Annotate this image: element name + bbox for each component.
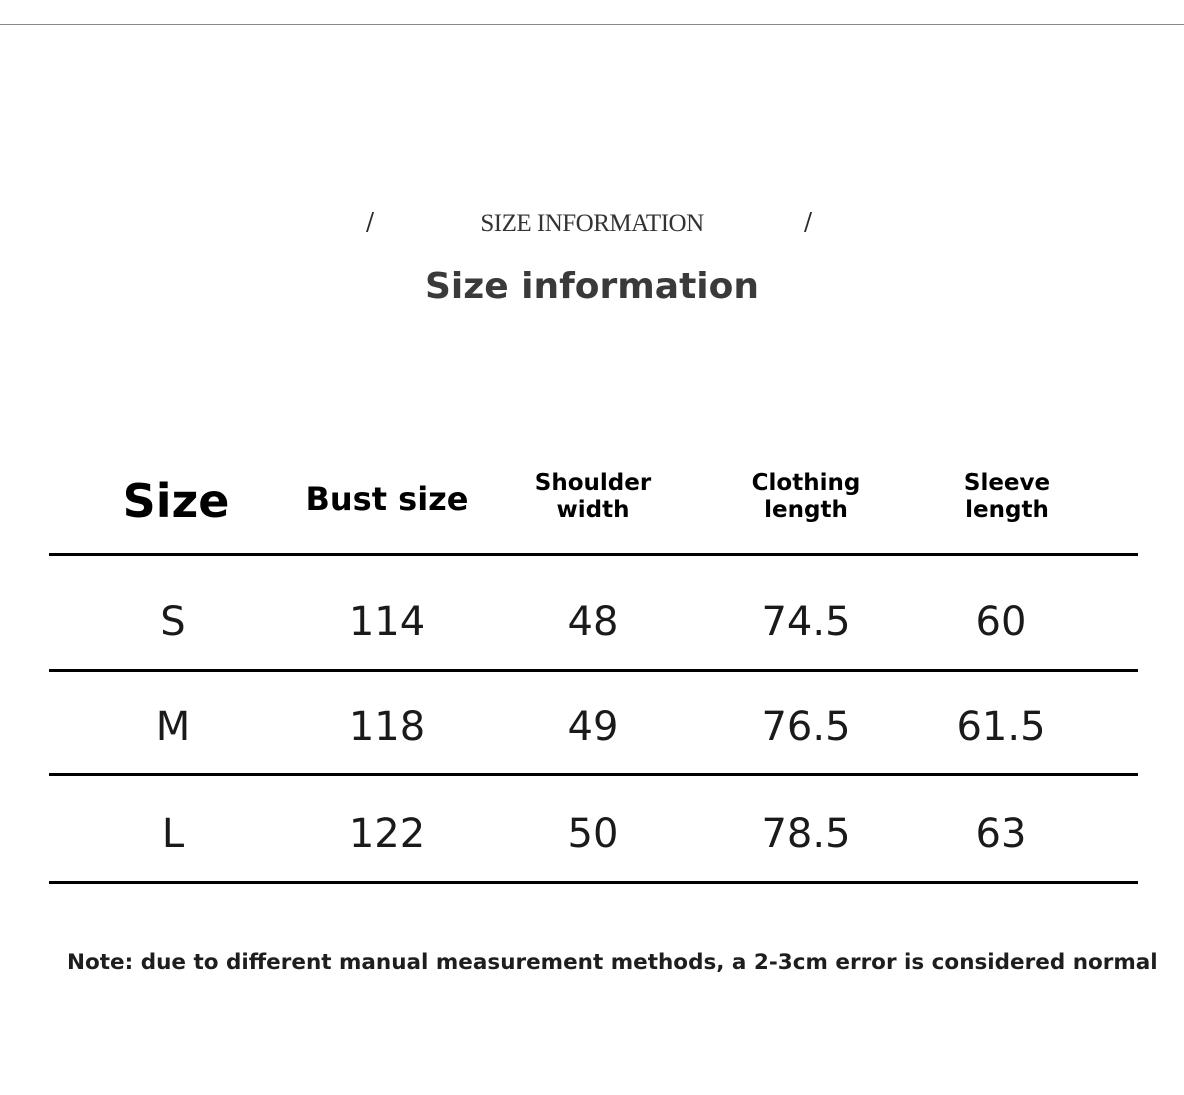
cell-sleeve-m: 61.5 bbox=[956, 704, 1046, 750]
cell-bust-m: 118 bbox=[348, 704, 426, 750]
banner-slash-left: / bbox=[366, 208, 375, 236]
header-bust-size: Bust size bbox=[305, 480, 469, 518]
cell-sleeve-l: 63 bbox=[975, 811, 1027, 857]
header-shoulder-width-line1: Shoulder bbox=[534, 470, 652, 496]
table-rule bbox=[49, 553, 1138, 556]
measurement-note: Note: due to different manual measurement methods, a 2-3cm error is considered normal bbox=[67, 950, 1158, 975]
cell-sleeve-s: 60 bbox=[975, 599, 1027, 645]
cell-size-m: M bbox=[155, 704, 191, 750]
banner bbox=[0, 208, 1184, 242]
cell-shoulder-l: 50 bbox=[567, 811, 619, 857]
header-shoulder-width bbox=[535, 470, 651, 524]
header-clothing-length bbox=[752, 470, 861, 524]
cell-clothing-s: 74.5 bbox=[761, 599, 851, 645]
header-clothing-length-line2: length bbox=[764, 497, 848, 523]
cell-bust-s: 114 bbox=[348, 599, 426, 645]
cell-shoulder-m: 49 bbox=[567, 704, 619, 750]
cell-clothing-m: 76.5 bbox=[761, 704, 851, 750]
cell-clothing-l: 78.5 bbox=[761, 811, 851, 857]
banner-title: SIZE INFORMATION bbox=[480, 210, 704, 237]
header-shoulder-width-line2: width bbox=[556, 497, 630, 523]
header-sleeve-length bbox=[964, 470, 1050, 524]
cell-size-l: L bbox=[161, 811, 185, 857]
header-sleeve-length-line2: length bbox=[965, 497, 1049, 523]
top-divider bbox=[0, 24, 1184, 25]
cell-shoulder-s: 48 bbox=[567, 599, 619, 645]
table-rule bbox=[49, 773, 1138, 776]
cell-size-s: S bbox=[160, 599, 186, 645]
table-rule bbox=[49, 881, 1138, 884]
table-rule bbox=[49, 669, 1138, 672]
header-clothing-length-line1: Clothing bbox=[751, 470, 861, 496]
cell-bust-l: 122 bbox=[348, 811, 426, 857]
page-title: Size information bbox=[424, 266, 759, 307]
banner-slash-right: / bbox=[804, 208, 813, 236]
header-size: Size bbox=[122, 474, 230, 528]
header-sleeve-length-line1: Sleeve bbox=[963, 470, 1051, 496]
